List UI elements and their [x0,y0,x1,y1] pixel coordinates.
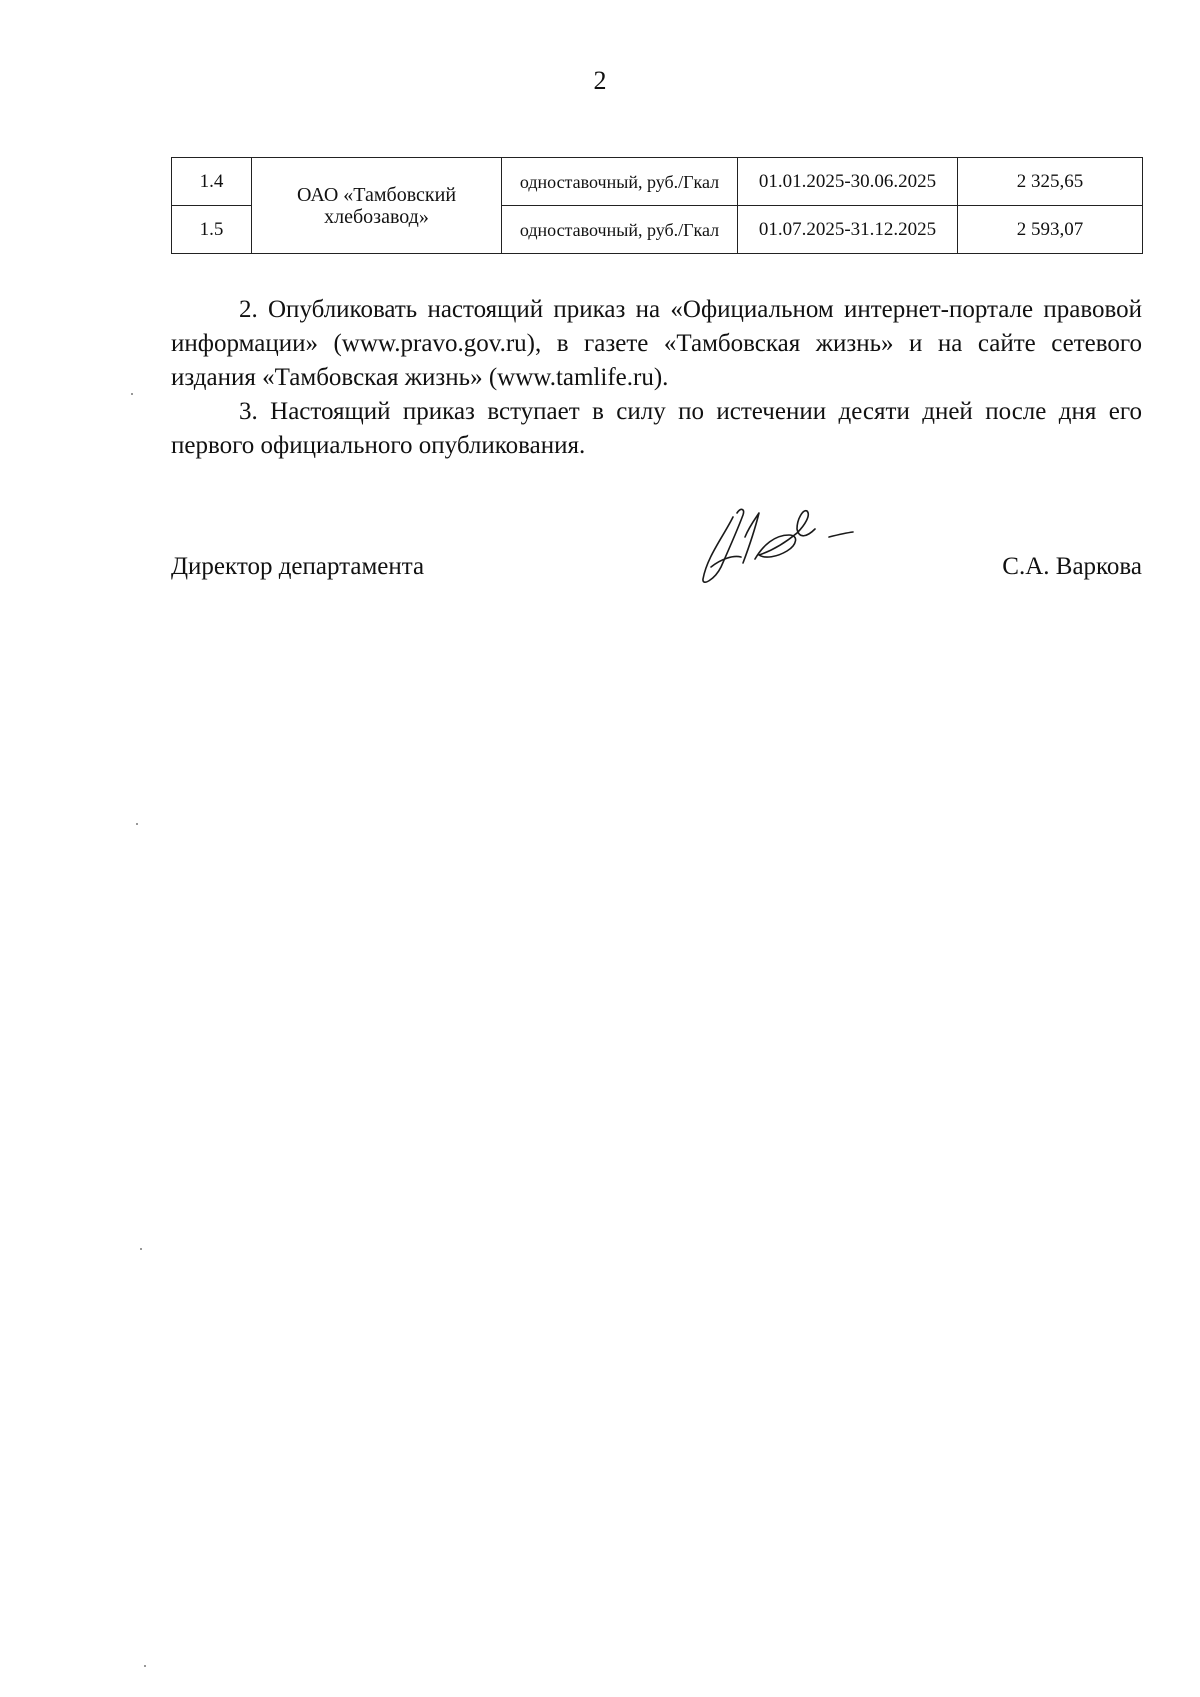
scan-speck [144,1665,146,1667]
period-cell: 01.01.2025-30.06.2025 [738,158,958,206]
tariff-value-cell: 2 325,65 [958,158,1143,206]
signatory-title: Директор департамента [171,553,425,580]
scan-speck [136,823,138,825]
row-number-cell: 1.4 [172,158,252,206]
handwritten-signature [693,497,863,589]
tariff-type-cell: одноставочный, руб./Гкал [502,206,738,254]
paragraph-effective-date: 3. Настоящий приказ вступает в силу по истечении десяти дней после дня его первого официального опубликования. [171,398,1142,459]
tariff-value-cell: 2 593,07 [958,206,1143,254]
tariff-type-cell: одноставочный, руб./Гкал [502,158,738,206]
document-body [171,293,1142,463]
scan-speck [140,1248,142,1250]
signature-block [171,553,1142,593]
page-number: 2 [593,66,607,95]
signatory-name: С.А. Варкова [1002,553,1142,580]
tariff-table [171,157,1143,254]
organization-cell: ОАО «Тамбовский хлебозавод» [252,158,502,254]
period-cell: 01.07.2025-31.12.2025 [738,206,958,254]
scan-speck [131,393,133,395]
paragraph-publication: 2. Опубликовать настоящий приказ на «Официальном интернет-портале правовой информации» (www.pravo.gov.ru), в газете «Тамбовская жизнь» и на сайте сетевого издания «Тамбовская жизнь» (www.tamlife.ru). [171,296,1142,391]
table-row [172,158,1143,206]
row-number-cell: 1.5 [172,206,252,254]
